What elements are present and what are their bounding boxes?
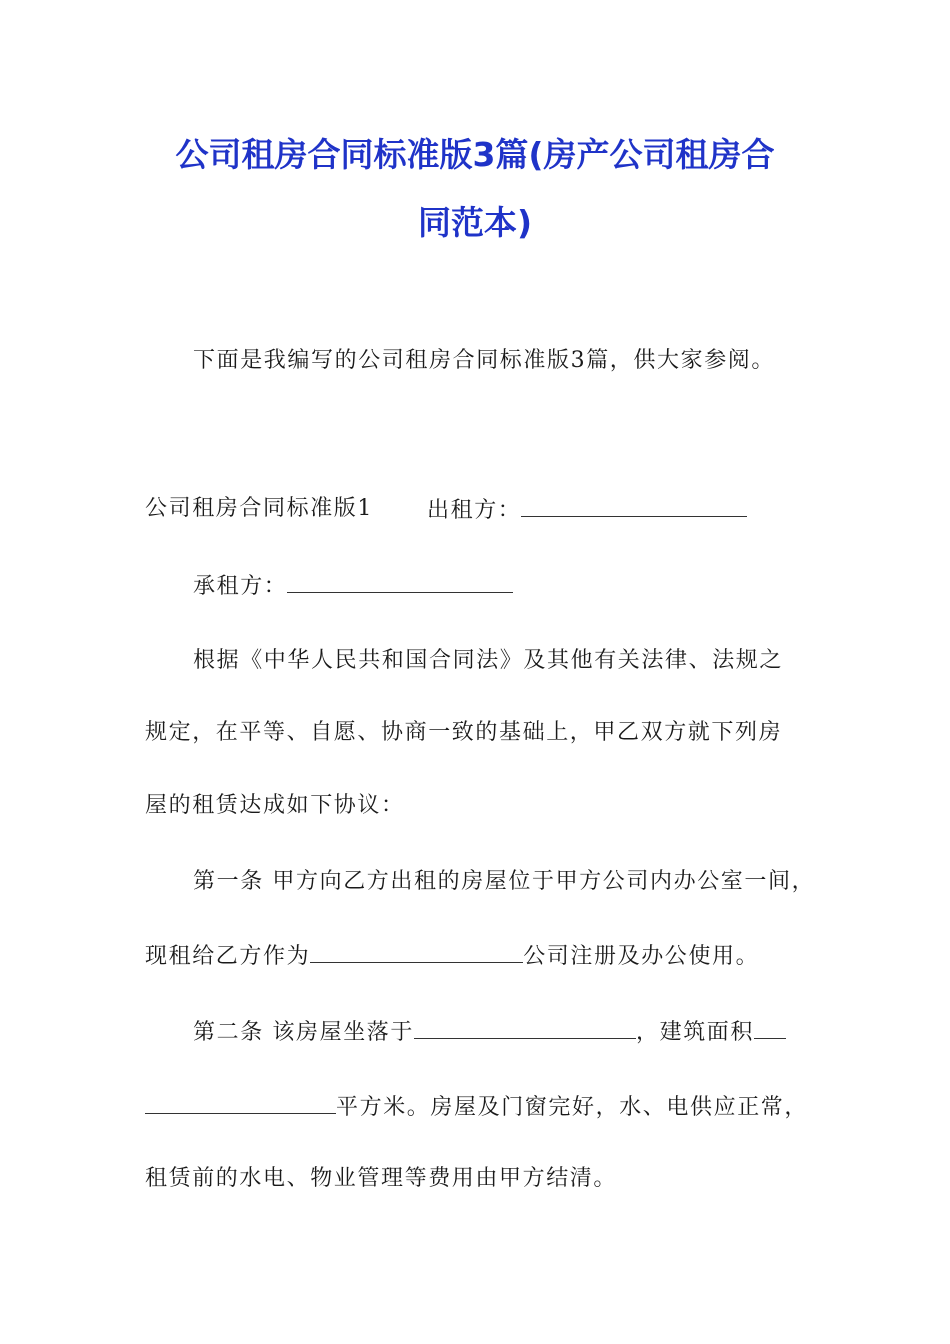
contract-heading-text: 公司租房合同标准版1	[145, 496, 373, 521]
area-blank-end	[145, 1093, 336, 1114]
area-blank-start	[754, 1018, 786, 1039]
lessee-blank	[287, 572, 513, 593]
lessor-blank	[521, 496, 747, 517]
document-title-line-2: 同范本)	[417, 203, 533, 242]
article-1-purpose-suffix: 公司注册及办公使用。	[523, 944, 760, 969]
article-2-condition: 平方米。房屋及门窗完好，水、电供应正常，	[336, 1095, 809, 1120]
article-1-purpose-prefix: 现租给乙方作为	[145, 944, 311, 969]
lessor-label: 出租方：	[427, 498, 522, 523]
intro-paragraph: 下面是我编写的公司租房合同标准版3篇，供大家参阅。	[193, 348, 775, 373]
lessor-line	[427, 496, 747, 524]
article-1-line-1: 第一条 甲方向乙方出租的房屋位于甲方公司内办公室一间，	[193, 869, 816, 894]
contract-heading	[145, 496, 373, 522]
lessee-line	[193, 572, 513, 600]
preamble-line-3: 屋的租赁达成如下协议：	[145, 793, 405, 818]
article-2-area-label: ，建筑面积	[636, 1020, 755, 1045]
company-name-blank	[310, 942, 523, 963]
article-2-line-2	[145, 1093, 808, 1121]
article-2-location-prefix: 第二条 该房屋坐落于	[193, 1020, 414, 1045]
lessee-label: 承租方：	[193, 574, 288, 599]
location-blank	[414, 1018, 636, 1039]
article-2-line-1	[193, 1018, 786, 1046]
article-1-line-2	[145, 942, 759, 970]
preamble-line-1: 根据《中华人民共和国合同法》及其他有关法律、法规之	[193, 648, 784, 673]
preamble-line-2: 规定，在平等、自愿、协商一致的基础上，甲乙双方就下列房	[145, 720, 783, 745]
article-2-line-3: 租赁前的水电、物业管理等费用由甲方结清。	[145, 1166, 618, 1191]
document-title-line-1: 公司租房合同标准版3篇(房产公司租房合	[175, 135, 775, 174]
